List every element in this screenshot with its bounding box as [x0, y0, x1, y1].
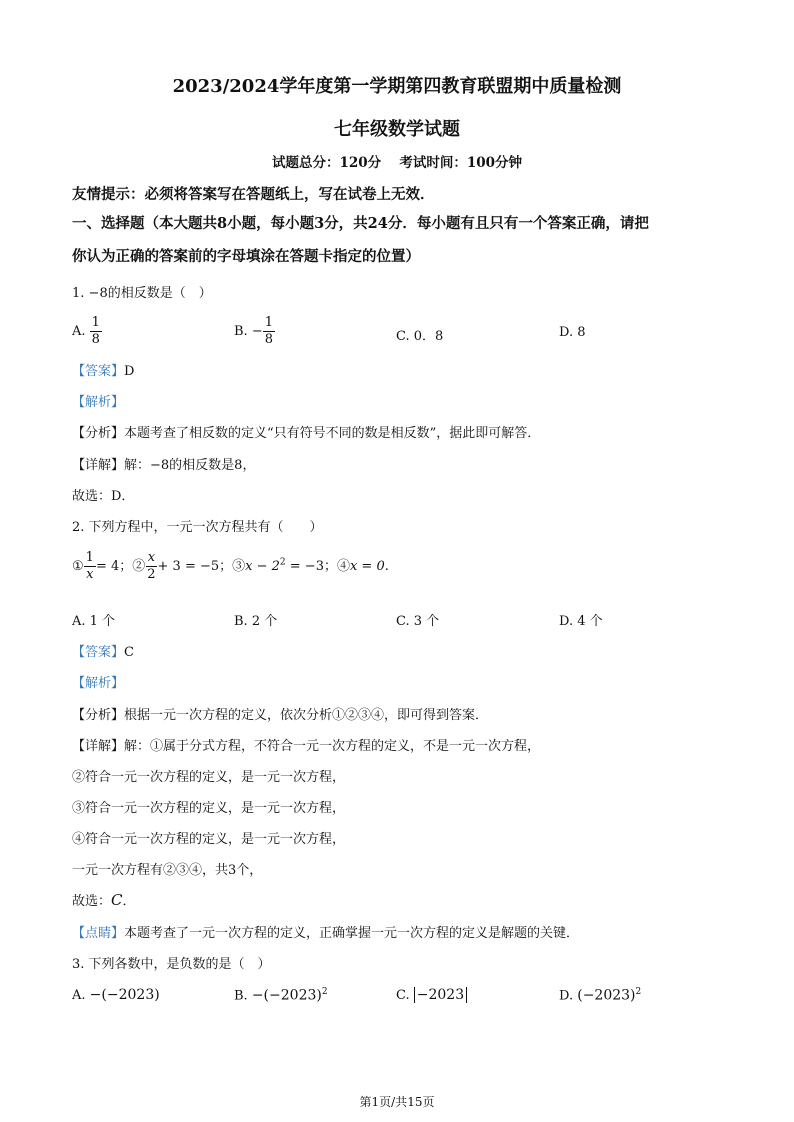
q2-conclusion-letter: C [111, 891, 123, 909]
q2-eq2-denominator: 2 [147, 567, 156, 582]
q2-eq2-fraction [145, 550, 157, 583]
q3-option-d-label: D. [559, 988, 574, 1004]
q2-eq1-rest: = 4；② [95, 559, 146, 574]
q3-option-d-exp: 2 [635, 987, 642, 997]
q2-eq4: x = 0 [349, 559, 385, 574]
q2-conclusion-prefix: 故选： [72, 894, 112, 909]
q2-eq3-a: x − 2 [245, 559, 280, 574]
q3-option-a-expr: −(−2023) [89, 987, 160, 1003]
q2-line5: 一元一次方程有②③④，共3个， [72, 863, 263, 878]
q2-line4: ④符合一元一次方程的定义，是一元一次方程， [72, 832, 346, 847]
q2-analysis-label: 【解析】 [72, 676, 125, 691]
q2-answer [72, 641, 134, 660]
q2-conclusion [72, 890, 136, 909]
notice: 友情提示：必须将答案写在答题纸上，写在试卷上无效． [72, 186, 435, 203]
q2-equations [72, 550, 389, 583]
q2-eq4-end: . [384, 559, 389, 574]
q1-option-a-label: A. [72, 324, 86, 339]
q1-conclusion: 故选：D． [72, 489, 135, 504]
q2-eq1-fraction [84, 550, 96, 583]
q2-line2: ②符合一元一次方程的定义，是一元一次方程， [72, 770, 346, 785]
q3-stem: 3. 下列各数中，是负数的是（ ） [72, 957, 271, 972]
q3-option-a-label: A. [72, 988, 86, 1003]
q1-option-b-numerator: 1 [264, 315, 274, 330]
q1-option-a-fraction [90, 315, 102, 348]
q2-eq2-numerator: x [147, 550, 156, 565]
section1-line1: 一、选择题（本大题共8小题，每小题3分，共24分．每小题有且只有一个答案正确，请把 [72, 215, 649, 232]
q2-eq3-b: = −3；④ [285, 559, 350, 574]
q2-answer-label: 【答案】 [72, 645, 125, 660]
q1-option-b-sign: − [251, 324, 263, 339]
section1-line2: 你认为正确的答案前的字母填涂在答题卡指定的位置） [72, 248, 420, 265]
q1-stem-text: 的相反数是（ ） [107, 286, 212, 301]
q3-option-b-label: B. [234, 988, 248, 1004]
q1-option-b [234, 315, 275, 348]
q2-line3: ③符合一元一次方程的定义，是一元一次方程， [72, 801, 346, 816]
q2-xiangjie [72, 735, 540, 754]
q1-fenxi [72, 422, 540, 441]
q1-stem [72, 282, 212, 301]
q2-fenxi-text: 根据一元一次方程的定义，依次分析①②③④，即可得到答案． [124, 708, 489, 723]
q2-eq3-exp: 2 [279, 557, 286, 568]
q1-option-a [72, 315, 102, 348]
page-footer: 第1页/共15页 [359, 1095, 435, 1109]
q2-fenxi [72, 704, 488, 723]
q1-number: 1. [72, 286, 85, 301]
q1-option-b-denominator: 8 [264, 332, 274, 347]
q1-answer-value: D [124, 364, 135, 379]
q2-dianjing-label: 【点睛】 [72, 926, 125, 941]
q2-eq1-denominator: x [86, 567, 94, 582]
q2-eq1-mark: ① [72, 559, 84, 574]
q2-eq1-numerator: 1 [85, 550, 94, 565]
q1-option-a-denominator: 8 [91, 332, 100, 347]
q2-option-d: D. 4 个 [559, 614, 603, 629]
q2-xiangjie-text: 解：①属于分式方程，不符合一元一次方程的定义，不是一元一次方程， [124, 739, 541, 754]
q1-xiangjie-text: 解：−8的相反数是8， [124, 458, 256, 473]
q1-fenxi-text: 本题考查了相反数的定义“只有符号不同的数是相反数”，据此即可解答． [124, 426, 541, 441]
q1-fenxi-label: 【分析】 [72, 426, 125, 441]
q3-option-c-label: C. [396, 988, 410, 1003]
q1-analysis-label: 【解析】 [72, 395, 125, 410]
q1-option-c: C. 0．8 [396, 329, 444, 344]
q2-fenxi-label: 【分析】 [72, 708, 125, 723]
q3-option-b [234, 987, 328, 1003]
q2-option-c: C. 3 个 [396, 614, 440, 629]
q1-option-b-fraction [263, 315, 275, 348]
exam-info: 试题总分：120分 考试时间：100分钟 [271, 155, 523, 171]
q1-xiangjie [72, 454, 255, 473]
q3-option-c-expr: −2023 [414, 987, 467, 1003]
q3-option-a [72, 987, 160, 1003]
q3-option-d [559, 987, 641, 1003]
q2-xiangjie-label: 【详解】 [72, 739, 125, 754]
q1-option-b-label: B. [234, 324, 248, 339]
q2-dianjing-text: 本题考查了一元一次方程的定义，正确掌握一元一次方程的定义是解题的关键． [124, 926, 580, 941]
q2-dianjing [72, 922, 579, 941]
q1-option-a-numerator: 1 [91, 315, 100, 330]
q3-option-b-exp: 2 [321, 987, 328, 997]
exam-subtitle: 七年级数学试题 [334, 119, 460, 140]
q3-option-d-expr: (−2023) [577, 987, 636, 1004]
q1-answer-label: 【答案】 [72, 364, 125, 379]
q3-option-c [396, 987, 467, 1003]
exam-title: 2023/2024学年度第一学期第四教育联盟期中质量检测 [172, 76, 622, 97]
q2-answer-value: C [124, 645, 134, 660]
q2-conclusion-end: ． [122, 894, 136, 909]
q2-stem: 2. 下列方程中，一元一次方程共有（ ） [72, 520, 323, 535]
q2-option-b: B. 2 个 [234, 614, 278, 629]
q1-xiangjie-label: 【详解】 [72, 458, 125, 473]
q1-answer [72, 360, 134, 379]
q2-eq2-rest: + 3 = −5；③ [157, 559, 246, 574]
q2-option-a: A. 1 个 [72, 614, 116, 629]
q3-option-b-expr: −(−2023) [251, 987, 322, 1004]
q1-neg8: −8 [88, 286, 108, 301]
q1-option-d: D. 8 [559, 325, 586, 340]
